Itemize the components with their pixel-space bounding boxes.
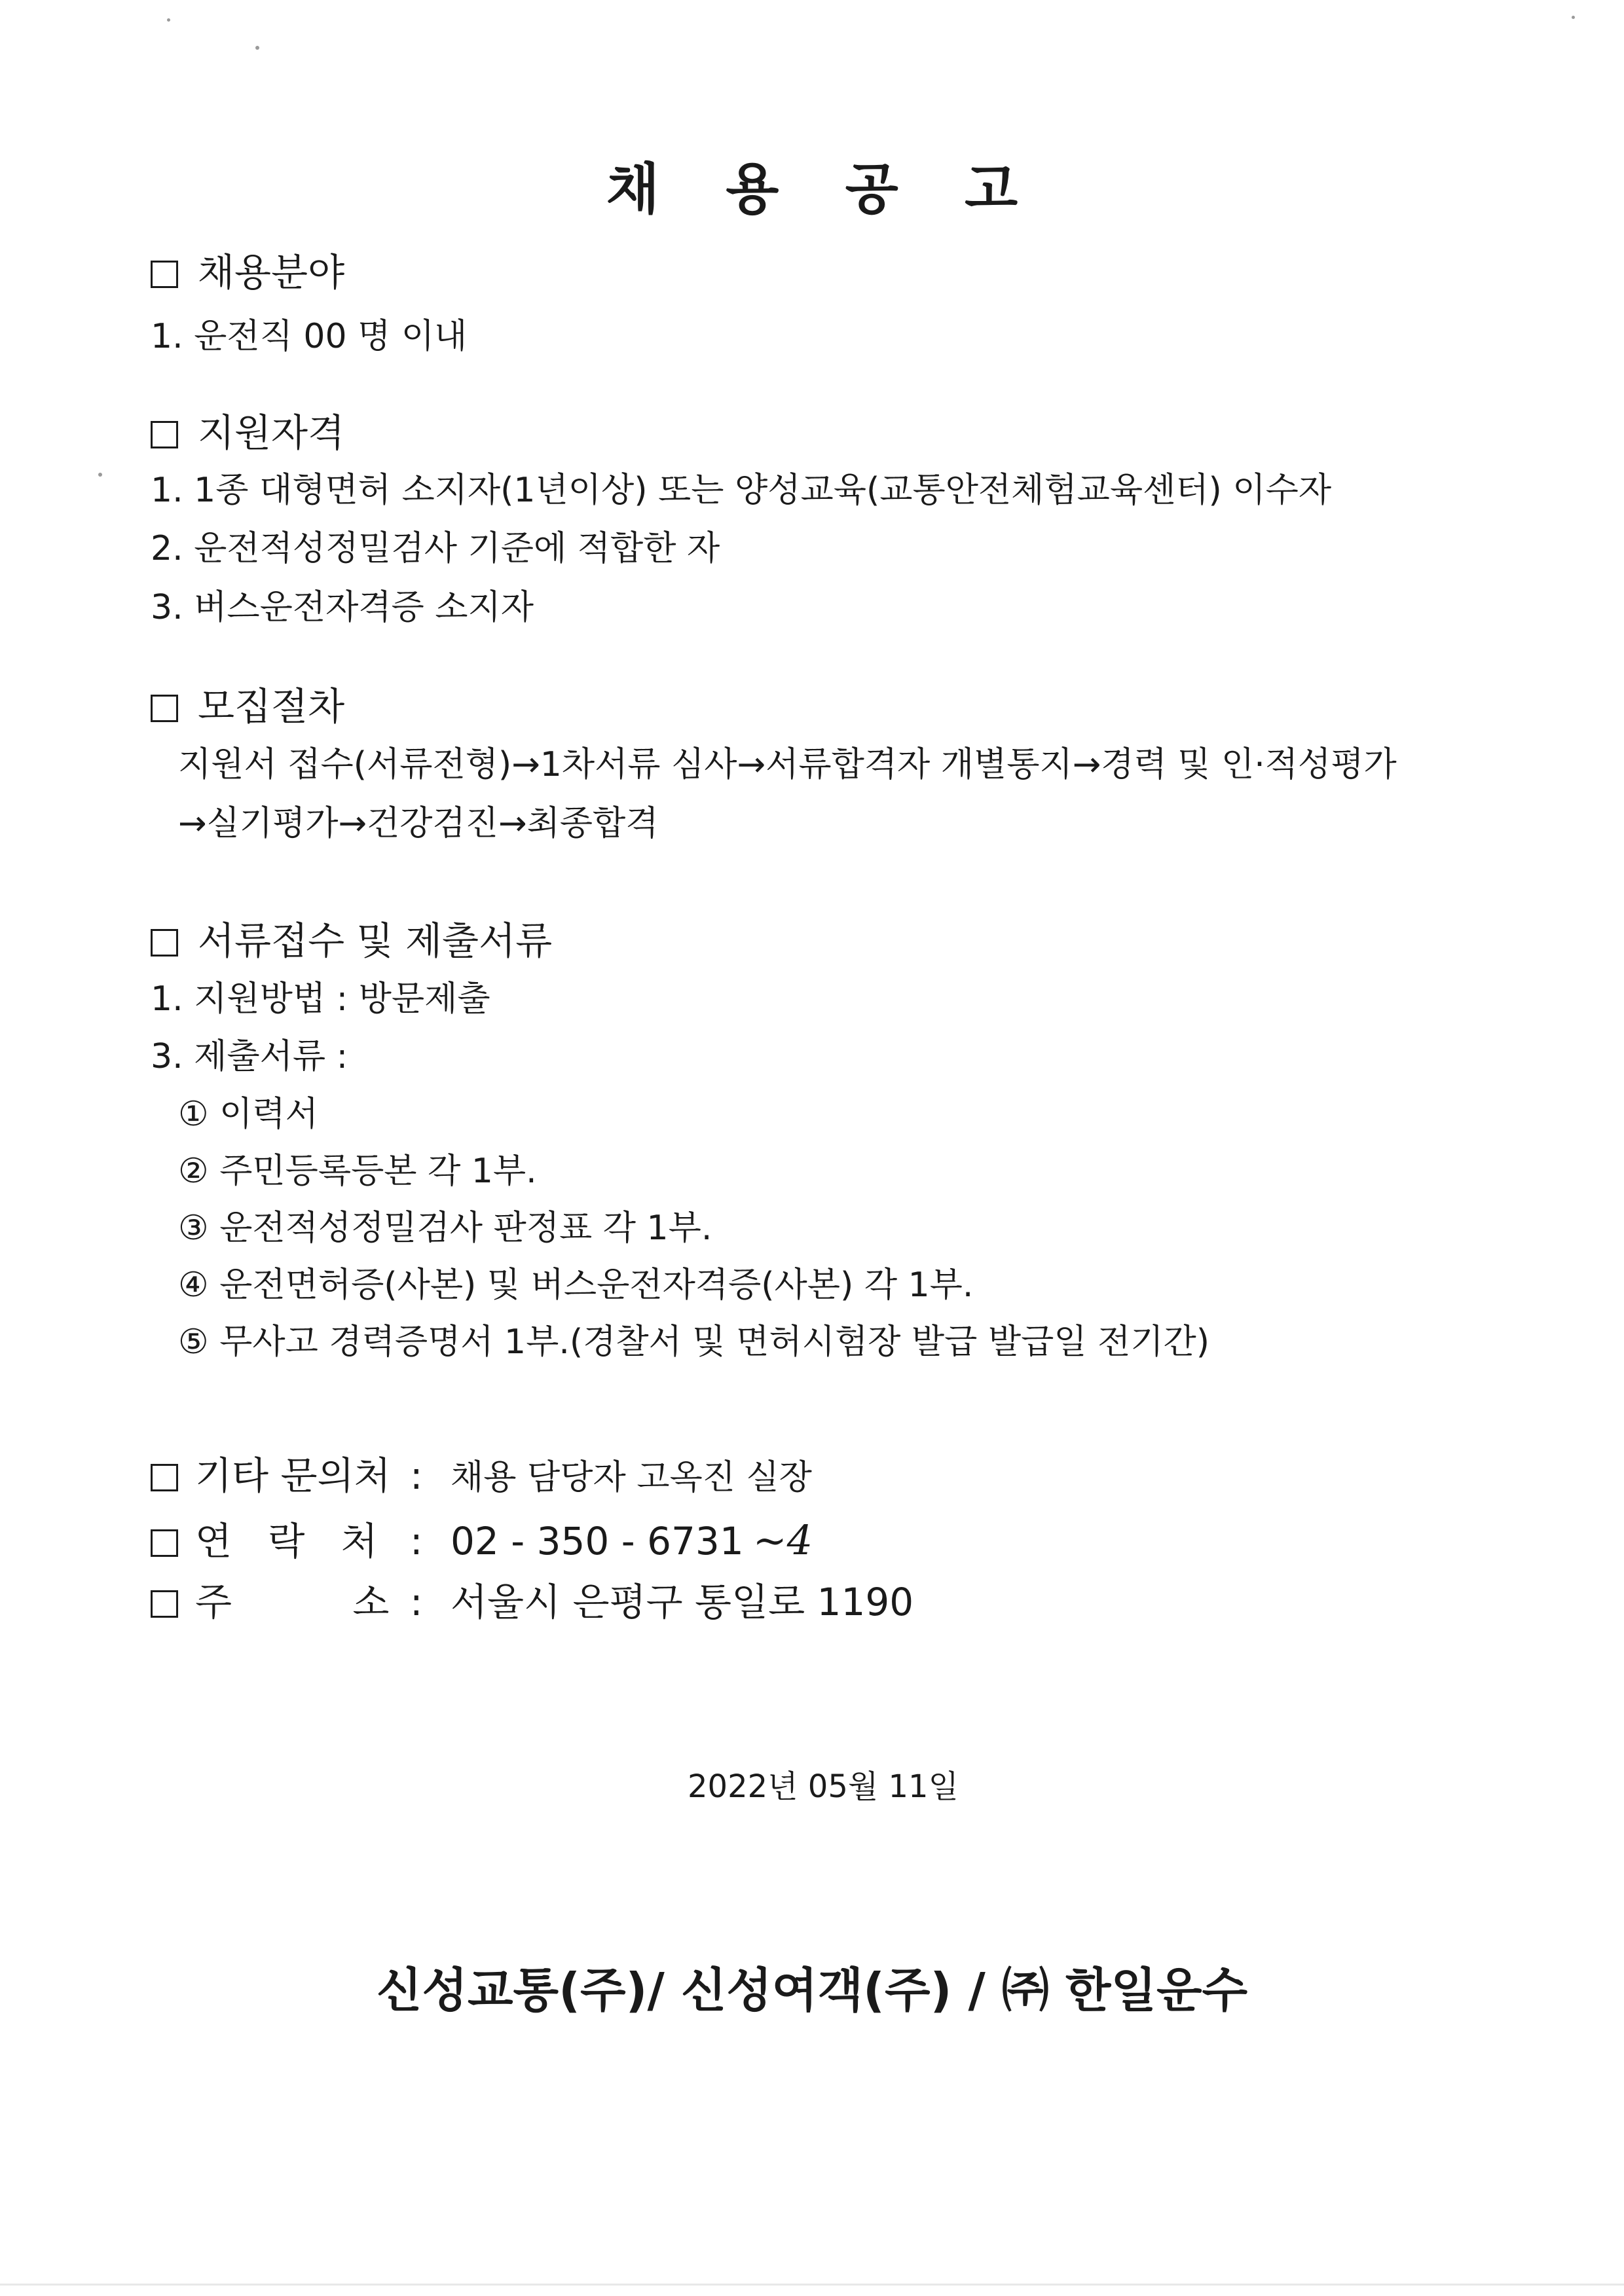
- colon: :: [410, 1453, 423, 1498]
- checkbox-square-icon: [151, 1529, 178, 1557]
- documents-list-item: ⑤ 무사고 경력증명서 1부.(경찰서 및 면허시험장 발급 발급일 전기간): [178, 1322, 1210, 1362]
- contact-inquiry-row: [151, 1453, 812, 1498]
- checkbox-square-icon: [151, 1464, 178, 1491]
- phone-handwritten-note: ~4: [752, 1516, 813, 1564]
- documents-list-item: ④ 운전면허증(사본) 및 버스운전자격증(사본) 각 1부.: [178, 1266, 974, 1305]
- scan-speck: [167, 18, 170, 22]
- field-item: 1. 운전직 00 명 이내: [151, 317, 468, 356]
- document-title: 채 용 공 고: [606, 157, 1042, 221]
- qualification-item: 2. 운전적성정밀검사 기준에 적합한 자: [151, 529, 720, 568]
- qualification-item: 1. 1종 대형면허 소지자(1년이상) 또는 양성교육(교통안전체험교육센터) 이수자: [151, 471, 1332, 510]
- document-date: 2022년 05월 11일: [688, 1768, 959, 1805]
- inquiry-label: 기타 문의처: [195, 1453, 391, 1498]
- colon: :: [410, 1580, 423, 1624]
- contact-address-row: [151, 1580, 914, 1624]
- section-heading-field: 채용분야: [151, 253, 344, 291]
- checkbox-square-icon: [151, 421, 178, 448]
- colon: :: [410, 1519, 423, 1563]
- inquiry-value: 채용 담당자 고옥진 실장: [451, 1458, 812, 1497]
- contact-phone-row: [151, 1516, 813, 1564]
- section-heading-qualification: 지원자격: [151, 414, 344, 452]
- procedure-line: →실기평가→건강검진→최종합격: [178, 804, 659, 843]
- checkbox-square-icon: [151, 695, 178, 722]
- documents-list-item: ① 이력서: [178, 1095, 318, 1134]
- section-heading-documents: 서류접수 및 제출서류: [151, 922, 552, 960]
- section-heading-procedure: 모집절차: [151, 687, 344, 725]
- scan-edge-line: [0, 2284, 1624, 2286]
- checkbox-square-icon: [151, 261, 178, 288]
- address-value: 서울시 은평구 통일로 1190: [451, 1580, 914, 1624]
- procedure-line: 지원서 접수(서류전형)→1차서류 심사→서류합격자 개별통지→경력 및 인·적성평가: [178, 745, 1397, 784]
- company-signature: 신성교통(주)/ 신성여객(주) / ㈜ 한일운수: [376, 1963, 1248, 2018]
- qualification-item: 3. 버스운전자격증 소지자: [151, 588, 534, 627]
- scan-speck: [255, 46, 259, 50]
- scan-speck: [1572, 16, 1575, 19]
- checkbox-square-icon: [151, 1590, 178, 1618]
- checkbox-square-icon: [151, 929, 178, 957]
- documents-item: 1. 지원방법 : 방문제출: [151, 979, 490, 1019]
- documents-list-item: ③ 운전적성정밀검사 판정표 각 1부.: [178, 1209, 712, 1248]
- documents-item: 3. 제출서류 :: [151, 1037, 348, 1076]
- documents-list-item: ② 주민등록등본 각 1부.: [178, 1152, 537, 1191]
- scan-speck: [98, 473, 102, 477]
- address-label: 주 소: [195, 1580, 390, 1624]
- phone-label: 연 락 처: [195, 1519, 378, 1563]
- phone-value: 02 - 350 - 6731: [451, 1519, 744, 1563]
